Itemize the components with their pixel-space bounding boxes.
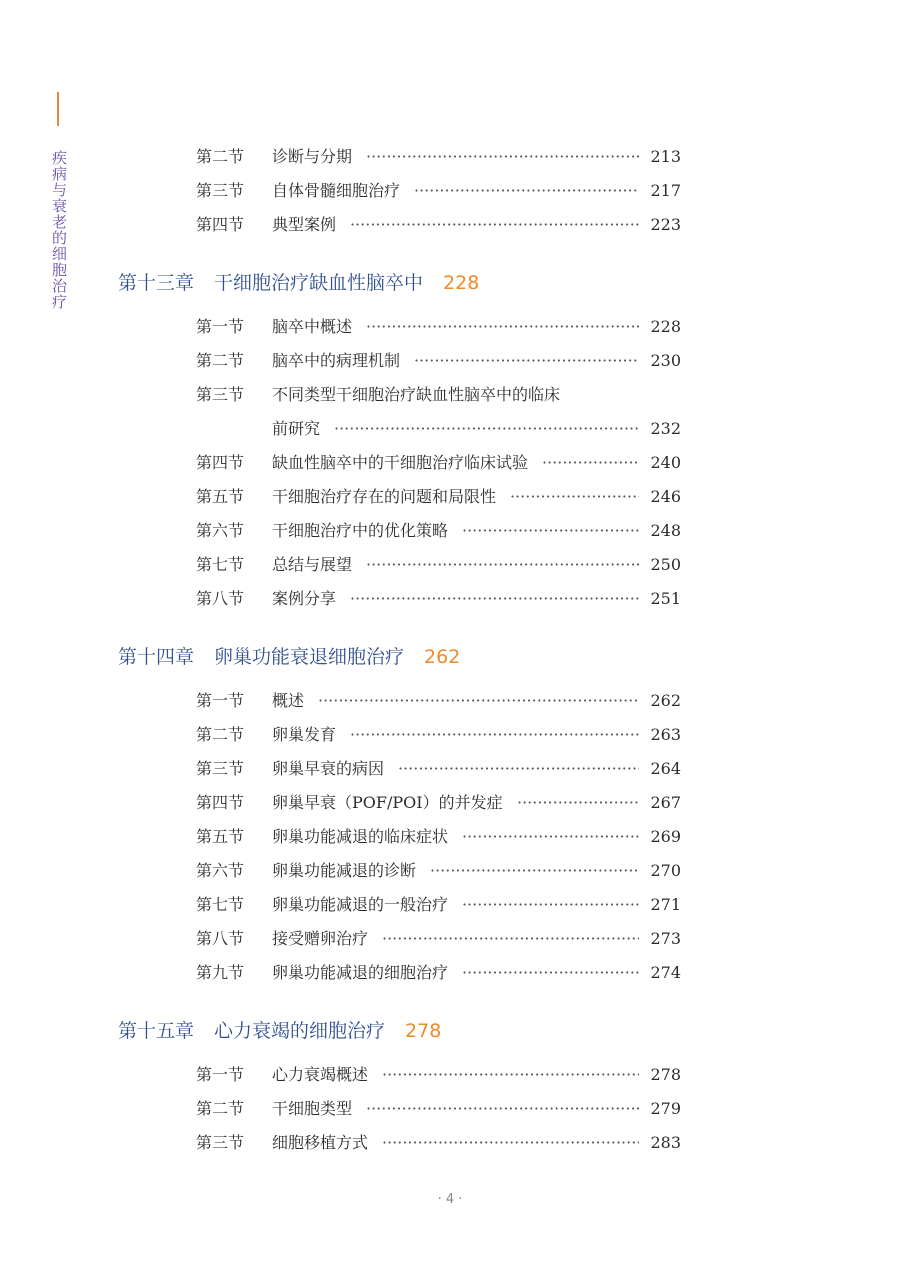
- toc-entry[interactable]: [196, 824, 681, 850]
- leader-dots: [462, 518, 639, 544]
- leader-dots: [462, 824, 639, 850]
- section-number: 第一节: [196, 1065, 245, 1084]
- section-page-number: 283: [650, 1133, 681, 1152]
- section-title: 诊断与分期: [272, 147, 353, 166]
- toc-entry[interactable]: [196, 314, 681, 340]
- section-page-number: 271: [650, 895, 681, 914]
- toc-entry[interactable]: [196, 450, 681, 476]
- section-title: 总结与展望: [272, 555, 353, 574]
- leader-dots: [366, 1096, 639, 1122]
- section-title: 脑卒中概述: [272, 317, 353, 336]
- leader-dots: [350, 586, 639, 612]
- leader-dots: [462, 892, 639, 918]
- section-title: 典型案例: [272, 215, 337, 234]
- leader-dots: [542, 450, 639, 476]
- toc-entry[interactable]: [196, 178, 681, 204]
- section-title: 卵巢早衰（POF/POI）的并发症: [272, 793, 503, 812]
- toc-entry[interactable]: [196, 348, 681, 374]
- toc-entry[interactable]: [196, 416, 681, 442]
- chapter-page-number: 278: [405, 1020, 442, 1042]
- leader-dots: [350, 722, 639, 748]
- section-page-number: 263: [650, 725, 681, 744]
- toc-entry[interactable]: [196, 722, 681, 748]
- section-page-number: 213: [650, 147, 681, 166]
- section-page-number: 251: [650, 589, 681, 608]
- toc-entry[interactable]: [196, 756, 681, 782]
- section-number: 第三节: [196, 181, 245, 200]
- chapter-title: 卵巢功能衰退细胞治疗: [214, 646, 405, 668]
- section-number: 第四节: [196, 453, 245, 472]
- chapter-number: 第十三章: [118, 272, 195, 294]
- section-number: 第四节: [196, 215, 245, 234]
- toc-entry[interactable]: [196, 518, 681, 544]
- toc-entry[interactable]: [196, 892, 681, 918]
- chapter-heading[interactable]: [118, 642, 460, 669]
- section-page-number: 250: [650, 555, 681, 574]
- section-number: 第七节: [196, 555, 245, 574]
- section-number: 第二节: [196, 725, 245, 744]
- chapter-number: 第十四章: [118, 646, 195, 668]
- leader-dots: [382, 926, 639, 952]
- leader-dots: [366, 144, 639, 170]
- leader-dots: [510, 484, 639, 510]
- section-title: 心力衰竭概述: [272, 1065, 369, 1084]
- section-page-number: 246: [650, 487, 681, 506]
- toc-entry[interactable]: [196, 1130, 681, 1156]
- section-number: 第二节: [196, 147, 245, 166]
- section-number: 第二节: [196, 1099, 245, 1118]
- section-number: 第二节: [196, 351, 245, 370]
- section-number: 第三节: [196, 1133, 245, 1152]
- section-title: 概述: [272, 691, 305, 710]
- chapter-page-number: 228: [443, 272, 480, 294]
- section-number: 第五节: [196, 487, 245, 506]
- section-page-number: 278: [650, 1065, 681, 1084]
- section-title: 卵巢功能减退的一般治疗: [272, 895, 449, 914]
- chapter-title: 心力衰竭的细胞治疗: [214, 1020, 386, 1042]
- section-title: 不同类型干细胞治疗缺血性脑卒中的临床: [272, 385, 561, 404]
- section-number: 第一节: [196, 691, 245, 710]
- section-number: 第六节: [196, 861, 245, 880]
- section-title: 自体骨髓细胞治疗: [272, 181, 401, 200]
- leader-dots: [414, 178, 639, 204]
- toc-entry[interactable]: [196, 1096, 681, 1122]
- leader-dots: [366, 552, 639, 578]
- section-page-number: 279: [650, 1099, 681, 1118]
- section-page-number: 264: [650, 759, 681, 778]
- section-title: 卵巢功能减退的细胞治疗: [272, 963, 449, 982]
- toc-entry[interactable]: [196, 144, 681, 170]
- section-number: 第八节: [196, 929, 245, 948]
- leader-dots: [462, 960, 639, 986]
- leader-dots: [366, 314, 639, 340]
- section-page-number: 217: [650, 181, 681, 200]
- section-page-number: 274: [650, 963, 681, 982]
- section-number: 第九节: [196, 963, 245, 982]
- leader-dots: [430, 858, 639, 884]
- chapter-page-number: 262: [424, 646, 461, 668]
- leader-dots: [398, 756, 639, 782]
- toc-entry[interactable]: [196, 484, 681, 510]
- section-page-number: 228: [650, 317, 681, 336]
- leader-dots: [382, 1130, 639, 1156]
- section-number: 第七节: [196, 895, 245, 914]
- section-title: 缺血性脑卒中的干细胞治疗临床试验: [272, 453, 529, 472]
- section-title: 卵巢发育: [272, 725, 337, 744]
- section-number: 第一节: [196, 317, 245, 336]
- leader-dots: [382, 1062, 639, 1088]
- chapter-title: 干细胞治疗缺血性脑卒中: [214, 272, 424, 294]
- section-page-number: 232: [650, 419, 681, 438]
- toc-entry[interactable]: [196, 926, 681, 952]
- section-page-number: 248: [650, 521, 681, 540]
- toc-entry[interactable]: [196, 790, 681, 816]
- section-number: 第六节: [196, 521, 245, 540]
- leader-dots: [517, 790, 639, 816]
- toc-entry[interactable]: [196, 212, 681, 238]
- side-accent-bar: [57, 92, 59, 126]
- chapter-heading[interactable]: [118, 268, 479, 295]
- toc-entry[interactable]: [196, 586, 681, 612]
- section-page-number: 270: [650, 861, 681, 880]
- section-title: 案例分享: [272, 589, 337, 608]
- section-title: 细胞移植方式: [272, 1133, 369, 1152]
- section-title: 干细胞类型: [272, 1099, 353, 1118]
- section-page-number: 240: [650, 453, 681, 472]
- section-page-number: 267: [650, 793, 681, 812]
- leader-dots: [414, 348, 639, 374]
- section-title: 干细胞治疗存在的问题和局限性: [272, 487, 497, 506]
- toc-entry[interactable]: [196, 960, 681, 986]
- section-page-number: 273: [650, 929, 681, 948]
- running-book-title: 疾病与衰老的细胞治疗: [50, 150, 68, 310]
- section-page-number: 230: [650, 351, 681, 370]
- section-number: 第四节: [196, 793, 245, 812]
- toc-entry[interactable]: [196, 382, 681, 408]
- toc-entry[interactable]: [196, 552, 681, 578]
- section-title: 脑卒中的病理机制: [272, 351, 401, 370]
- section-page-number: 262: [650, 691, 681, 710]
- leader-dots: [334, 416, 639, 442]
- section-title: 干细胞治疗中的优化策略: [272, 521, 449, 540]
- leader-dots: [350, 212, 639, 238]
- section-number: 第三节: [196, 385, 245, 404]
- chapter-heading[interactable]: [118, 1016, 441, 1043]
- section-title: 卵巢早衰的病因: [272, 759, 385, 778]
- section-number: 第三节: [196, 759, 245, 778]
- section-number: 第八节: [196, 589, 245, 608]
- toc-entry[interactable]: [196, 858, 681, 884]
- section-page-number: 223: [650, 215, 681, 234]
- leader-dots: [318, 688, 639, 714]
- section-number: 第五节: [196, 827, 245, 846]
- chapter-number: 第十五章: [118, 1020, 195, 1042]
- page-number: · 4 ·: [437, 1192, 463, 1207]
- section-page-number: 269: [650, 827, 681, 846]
- section-title: 卵巢功能减退的诊断: [272, 861, 417, 880]
- section-title: 前研究: [272, 419, 321, 438]
- toc-entry[interactable]: [196, 688, 681, 714]
- section-title: 接受赠卵治疗: [272, 929, 369, 948]
- section-title: 卵巢功能减退的临床症状: [272, 827, 449, 846]
- toc-entry[interactable]: [196, 1062, 681, 1088]
